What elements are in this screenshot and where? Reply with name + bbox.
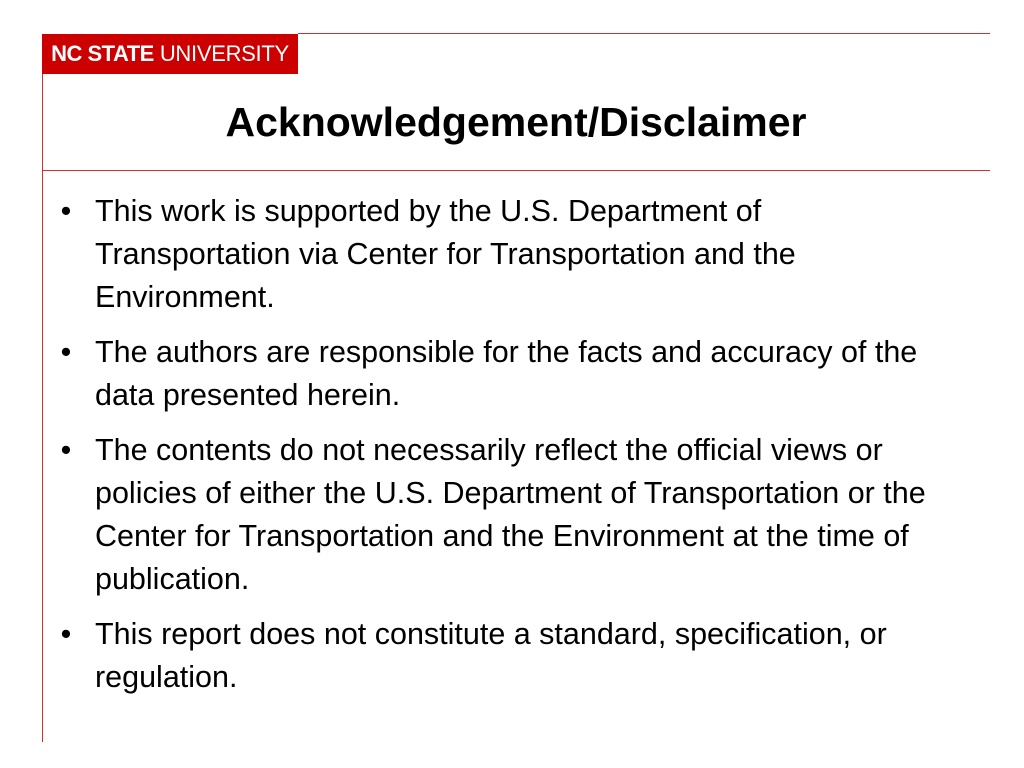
bullet-dot-icon: • [60,617,72,651]
bullet-item [56,429,956,601]
left-margin-rule [42,74,43,742]
logo-regular-text: UNIVERSITY [159,41,289,66]
bullet-item [56,613,956,699]
bullet-text: The authors are responsible for the facts and accuracy of the data presented herein. [95,335,918,412]
bullet-text: This report does not constitute a standard, specification, or regulation. [95,617,887,694]
bullet-list [56,190,956,711]
slide-title: Acknowledgement/Disclaimer [225,99,807,145]
header-top-rule [298,33,990,34]
bullet-item [56,190,956,319]
nc-state-logo [42,34,298,74]
bullet-text: This work is supported by the U.S. Department of Transportation via Center for Transportation and the Environment. [95,194,796,314]
title-underline-rule [42,170,990,171]
bullet-dot-icon: • [60,194,72,228]
logo-bold-text: NC STATE [51,41,154,66]
bullet-dot-icon: • [60,335,72,369]
bullet-text: The contents do not necessarily reflect the official views or policies of either the U.S. Department of Transportation or the Center for Transportation and the Environment at the time of publication. [95,433,926,596]
bullet-item [56,331,956,417]
bullet-dot-icon: • [60,433,72,467]
